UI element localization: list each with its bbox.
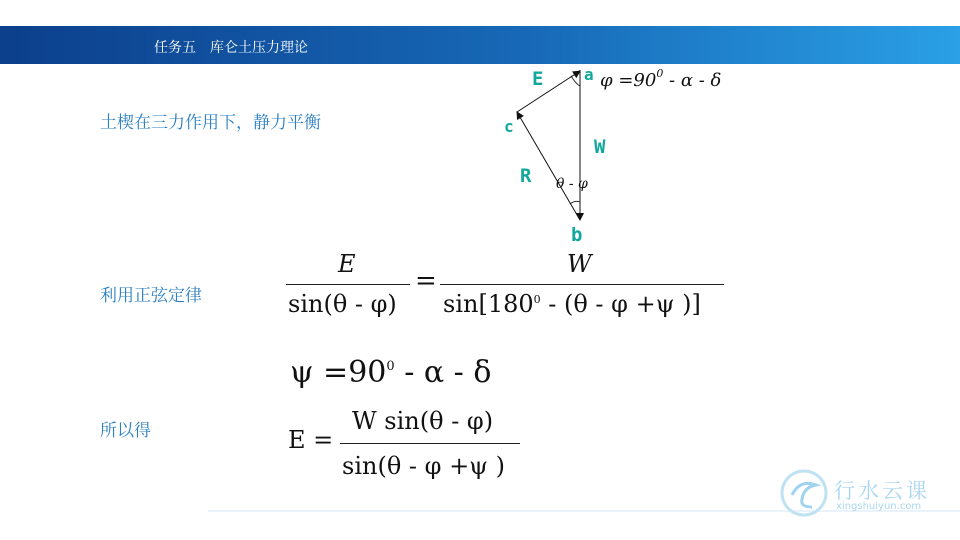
angle-mid-label: θ - φ bbox=[556, 176, 588, 192]
formula1-rhs-fraction-line bbox=[440, 284, 724, 285]
formula3-lhs: E = bbox=[288, 426, 334, 454]
page-title: 任务五 库仑土压力理论 bbox=[154, 40, 308, 56]
angle-arc-bottom bbox=[570, 201, 580, 204]
formula1-lhs-fraction-line bbox=[286, 284, 410, 285]
formula1-equals: = bbox=[415, 266, 437, 296]
formula3-fraction-line bbox=[340, 443, 520, 444]
label-a: a bbox=[584, 65, 594, 84]
formula1-rhs-denominator: $\sin[180^0 - (\theta - \varphi +\psi$ )] bbox=[443, 290, 701, 318]
formula3-denominator: sin(θ - φ +ψ ) bbox=[342, 452, 505, 480]
formula1-lhs-numerator: E bbox=[338, 250, 356, 278]
label-W: W bbox=[594, 136, 606, 158]
label-b: b bbox=[571, 224, 583, 246]
watermark-logo-icon bbox=[778, 465, 834, 521]
formula1-rhs-numerator: W bbox=[567, 250, 592, 278]
sine-law-text: 利用正弦定律 bbox=[100, 286, 202, 306]
watermark-name: 行水云课 bbox=[834, 479, 930, 503]
equilibrium-text: 土楔在三力作用下，静力平衡 bbox=[100, 113, 321, 133]
label-E: E bbox=[532, 68, 544, 90]
force-E-line bbox=[517, 71, 580, 112]
label-c: c bbox=[504, 117, 514, 136]
therefore-text: 所以得 bbox=[100, 421, 151, 441]
label-R: R bbox=[520, 165, 532, 187]
formula2: $\psi =90^0 - \alpha - \delta$ bbox=[290, 355, 492, 390]
angle-top-formula: $\varphi =90^0 - \alpha - \delta$ bbox=[600, 67, 722, 91]
formula3-numerator: W sin(θ - φ) bbox=[352, 407, 494, 435]
watermark bbox=[778, 465, 948, 525]
header-bar bbox=[0, 26, 960, 64]
angle-arc-top bbox=[571, 76, 580, 86]
watermark-url: xingshuiyun.com bbox=[836, 501, 922, 512]
formula1-lhs-denominator: sin(θ - φ) bbox=[288, 290, 397, 318]
